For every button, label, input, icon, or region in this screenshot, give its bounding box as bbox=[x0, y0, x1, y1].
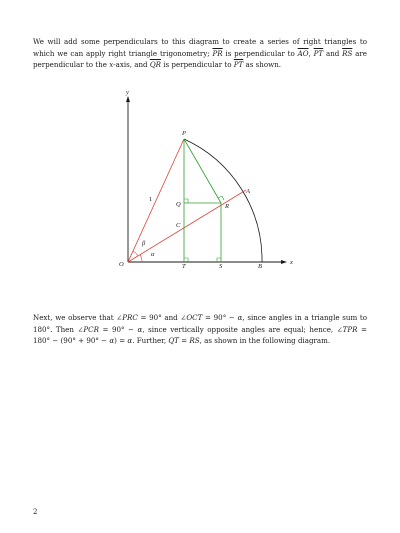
label-one: 1 bbox=[149, 196, 153, 203]
label-A: A bbox=[246, 188, 250, 195]
label-beta: β bbox=[142, 240, 146, 247]
label-y: y bbox=[126, 89, 129, 96]
label-x: x bbox=[290, 259, 293, 266]
segment-PR bbox=[184, 139, 221, 203]
right-angle-S bbox=[217, 258, 221, 262]
label-C: C bbox=[176, 222, 181, 229]
y-axis-arrow bbox=[126, 96, 130, 102]
segment-OA bbox=[128, 190, 246, 262]
page-number: 2 bbox=[33, 508, 38, 516]
label-T: T bbox=[182, 263, 186, 270]
x-axis-arrow bbox=[281, 260, 287, 264]
label-O: O bbox=[119, 261, 124, 268]
label-S: S bbox=[219, 263, 223, 270]
label-B: B bbox=[258, 263, 262, 270]
angle-argument-paragraph: Next, we observe that ∠PRC = 90° and ∠OCT = 90° − α, since angles in a triangle sum to 180°. Then ∠PCR = 90° − α, since vertically opposite angles are equal; hence, ∠TPR = 180° − (90° + 90° − α) = α. Further, QT = RS, as shown in the following diagram. bbox=[33, 313, 368, 346]
right-angle-Q bbox=[184, 199, 188, 203]
beta-arc bbox=[133, 251, 138, 256]
alpha-arc bbox=[140, 255, 142, 262]
label-P: P bbox=[182, 130, 186, 137]
label-R: R bbox=[225, 203, 229, 210]
unit-circle-arc bbox=[184, 139, 262, 262]
label-Q: Q bbox=[176, 201, 181, 208]
label-alpha: α bbox=[151, 251, 155, 258]
right-angle-T bbox=[184, 258, 188, 262]
intro-paragraph: We will add some perpendiculars to this diagram to create a series of right triangles to which we can apply right triangle trigonometry; $\overline{PR}$ is perpendicular to $\overline{AO}$, $\overline{PT}$ and $\overline{RS}$ are perpendicular to the x-axis, and $\overline{QR}$ is perpendicular to $\overline{PT}$ as shown. bbox=[33, 37, 367, 70]
